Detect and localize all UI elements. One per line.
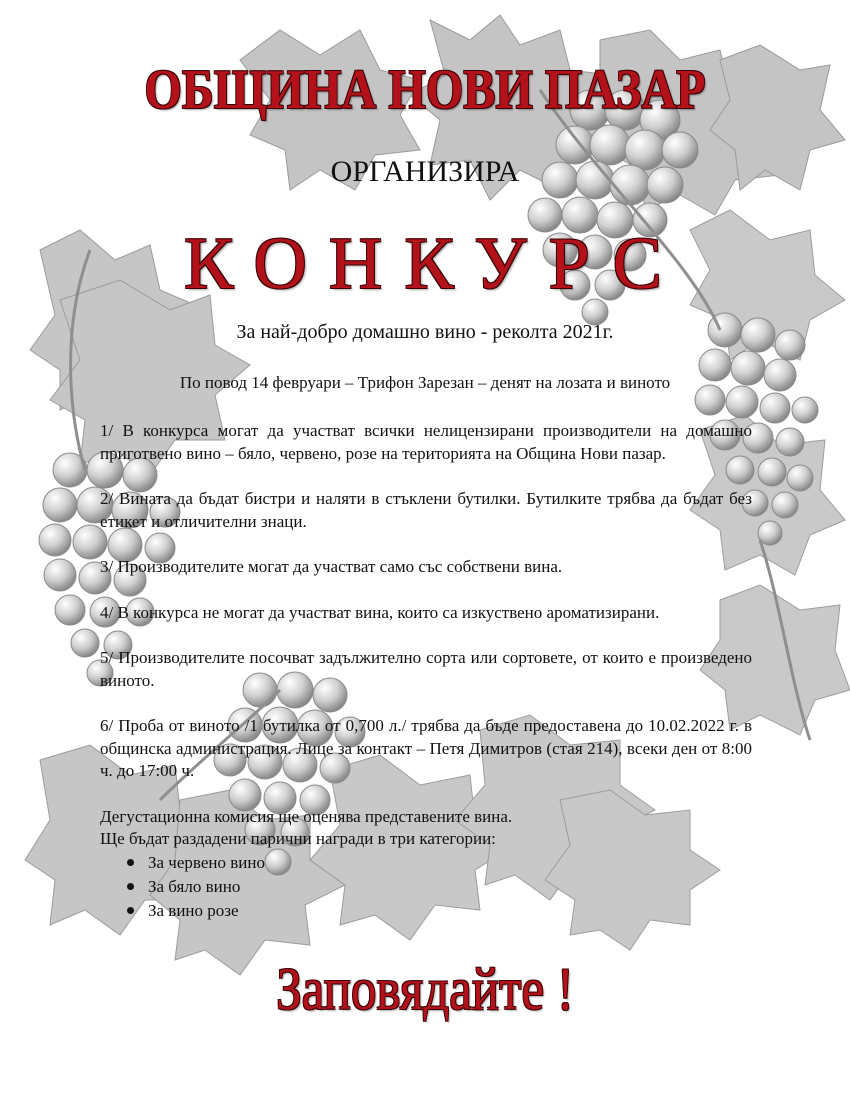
list-item — [100, 899, 752, 923]
rule-6: 6/ Проба от виното /1 бутилка от 0,700 л./ трябва да бъде предоставена до 10.02.2022 г. в общинска администрация. Лице за контакт – Петя Димитров (стая 214), всеки ден от 8:00 ч. до 17:00 ч. — [100, 716, 752, 780]
commission-text: Дегустационна комисия ще оценява представените вина. — [100, 806, 513, 826]
rules-section — [100, 420, 752, 923]
rule-3: 3/ Производителите могат да участват само със собствени вина. — [100, 557, 563, 576]
prize-label: За червено вино — [148, 852, 265, 872]
bullet-icon — [127, 883, 134, 890]
rule-2: 2/ Вината да бъдат бистри и наляти в стъклени бутилки. Бутилките трябва да бъдат без етикет и отличителни знаци. — [100, 489, 752, 531]
bullet-icon — [127, 907, 134, 914]
bullet-icon — [127, 859, 134, 866]
rule-1: 1/ В конкурса могат да участват всички нелицензирани производители на домашно приготвено вино – бяло, червено, розе на територията на Община Нови пазар. — [100, 421, 752, 463]
contest-title: КОНКУРС — [183, 223, 685, 305]
list-item — [100, 875, 752, 899]
organizer-title: ОБЩИНА НОВИ ПАЗАР — [144, 59, 706, 121]
contest-subtitle: За най-добро домашно вино - реколта 2021г. — [236, 321, 614, 343]
prizes-intro: Ще бъдат раздадени парични награди в три категории: — [100, 829, 496, 848]
prize-list — [100, 851, 752, 923]
prize-label: За бяло вино — [148, 876, 241, 896]
rule-5: 5/ Производителите посочват задължително сорта или сортовете, от които е произведено виното. — [100, 648, 752, 690]
list-item — [100, 851, 752, 875]
organizes-label: ОРГАНИЗИРА — [330, 155, 520, 188]
closing-invitation: Заповядайте ! — [276, 956, 574, 1022]
rule-4: 4/ В конкурса не могат да участват вина, които са изкуствено ароматизирани. — [100, 602, 660, 622]
occasion-line: По повод 14 февруари – Трифон Зарезан – денят на лозата и виното — [179, 373, 671, 392]
prize-label: За вино розе — [148, 900, 239, 920]
